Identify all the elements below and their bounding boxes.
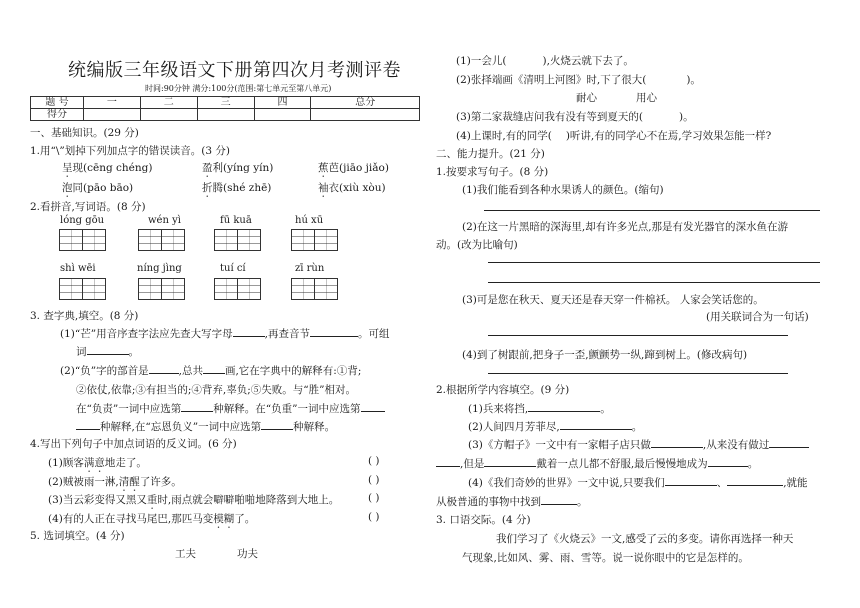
score-cell[interactable] <box>140 109 197 121</box>
score-row-label: 得分 <box>31 109 84 121</box>
writing-grid[interactable] <box>60 229 106 251</box>
q4-item: (1)顾客满意地走了。 <box>48 457 147 469</box>
q3-2-line: 在“负责”一词中应选第 种解释。在“负重”一词中应选第 <box>76 401 385 416</box>
p2-3: (3)《方帽子》一文中有一家帽子店只做 ,从来没有做过 <box>468 437 809 452</box>
score-header: 四 <box>254 97 311 109</box>
q5-prompt: 5. 选词填空。(4 分) <box>30 530 125 542</box>
blank[interactable] <box>87 344 129 355</box>
pinyin-label: wén yì <box>148 215 181 226</box>
section-1-heading: 一、基础知识。(29 分) <box>30 127 139 139</box>
p2-1: (1)兵来将挡, 。 <box>468 403 611 415</box>
score-cell[interactable] <box>254 109 311 121</box>
score-header: 一 <box>84 97 141 109</box>
blank[interactable] <box>665 475 717 486</box>
blank[interactable] <box>203 363 225 374</box>
score-header: 三 <box>197 97 254 109</box>
p1-prompt: 1.按要求写句子。(8 分) <box>436 166 549 178</box>
answer-line[interactable] <box>488 262 820 263</box>
p1-3-note: (用关联词合为一句话) <box>706 311 809 323</box>
blank[interactable] <box>149 363 179 374</box>
pinyin-label: zī rùn <box>295 263 325 274</box>
writing-grid[interactable] <box>215 278 261 300</box>
answer-paren[interactable]: ( ) <box>368 511 380 523</box>
q3-1-line: (1)“芒”用音序查字法应先查大写字母 ,再查音节 。可组 <box>60 328 390 340</box>
q3-2-line: (2)“负”字的部首是 ,总共 画,它在字典中的解释有:①背; <box>60 365 362 377</box>
fill-sentence: (4)上课时,有的同学( )听讲,有的同学心不在焉,学习效果怎能一样? <box>456 130 772 142</box>
p1-4: (4)到了树跟前,把身子一歪,颤颤势一纵,蹿到树上。(修改病句) <box>462 349 748 361</box>
fill-sentence: (1)一会儿( ),火烧云就下去了。 <box>456 55 634 67</box>
p2-prompt: 2.根据所学内容填空。(9 分) <box>436 384 570 396</box>
q2-prompt: 2.看拼音,写词语。(8 分) <box>30 201 146 213</box>
p2-4: (4)《我们奇妙的世界》一文中说,只要我们 、 ,就能 <box>468 477 808 489</box>
q3-prompt: 3. 查字典,填空。(8 分) <box>30 310 139 322</box>
p1-3: (3)可是您在秋天、夏天还是春天穿一件棉袄。 人家会笑话您的。 <box>462 294 764 306</box>
answer-line[interactable] <box>484 210 820 211</box>
page-title: 统编版三年级语文下册第四次月考测评卷 <box>68 60 401 81</box>
blank[interactable] <box>181 401 213 412</box>
writing-grid[interactable] <box>139 229 185 251</box>
q1-item: 呈现(cēng chéng) <box>62 162 153 174</box>
blank[interactable] <box>528 401 600 412</box>
pinyin-label: fū kuā <box>220 215 252 226</box>
score-cell[interactable] <box>197 109 254 121</box>
score-cell[interactable] <box>311 109 420 121</box>
p2-4: 从极普通的事物中找到 。 <box>436 496 588 508</box>
pinyin-label: tuí cí <box>220 263 246 274</box>
q1-item: 袖衣(xiù xòu) <box>318 182 386 194</box>
blank[interactable] <box>76 419 100 430</box>
score-header: 二 <box>140 97 197 109</box>
score-header: 总分 <box>311 97 420 109</box>
score-table-row <box>31 109 420 121</box>
p1-2: 动。(改为比喻句) <box>436 239 518 251</box>
answer-line[interactable] <box>488 282 820 283</box>
q3-1-line: 词 。 <box>76 346 139 358</box>
p3-text: 我们学习了《火烧云》一文,感受了云的多变。请你再选择一种天 <box>496 533 794 545</box>
q1-prompt: 1.用“\”划掉下列加点字的错误读音。(3 分) <box>30 145 231 157</box>
p3-prompt: 3. 口语交际。(4 分) <box>436 514 531 526</box>
p2-2: (2)人间四月芳菲尽, 。 <box>468 421 643 433</box>
answer-line[interactable] <box>488 335 788 336</box>
answer-paren[interactable]: ( ) <box>368 492 380 504</box>
blank[interactable] <box>233 326 265 337</box>
answer-paren[interactable]: ( ) <box>368 474 380 486</box>
writing-grid[interactable] <box>292 278 338 300</box>
blank[interactable] <box>484 456 536 467</box>
answer-paren[interactable]: ( ) <box>368 455 380 467</box>
p1-2: (2)在这一片黑暗的深海里,却有许多光点,那是有发光器官的深水鱼在游 <box>462 221 789 233</box>
blank[interactable] <box>708 456 748 467</box>
score-cell[interactable] <box>84 109 141 121</box>
word-option: 用心 <box>636 92 657 104</box>
q4-item: (2)贼被雨一淋,清醒了许多。 <box>48 476 182 488</box>
answer-line[interactable] <box>488 373 788 374</box>
q4-item: (4)有的人正在寻找马尾巴,那匹马变模糊了。 <box>48 513 256 525</box>
blank[interactable] <box>560 419 632 430</box>
blank[interactable] <box>361 401 385 412</box>
q4-prompt: 4.写出下列句子中加点词语的反义词。(6 分) <box>30 438 237 450</box>
blank[interactable] <box>310 326 358 337</box>
score-table <box>30 96 420 121</box>
p3-text: 气现象,比如风、雾、雨、雪等。说一说你眼中的它是怎样的。 <box>462 552 749 564</box>
page-subtitle: 时间:90分钟 满分:100分(范围:第七单元至第八单元) <box>145 84 332 93</box>
p2-3: ,但是 戴着一点儿都不舒服,最后慢慢地成为 。 <box>436 456 758 471</box>
p1-1: (1)我们能看到各种水果诱人的颜色。(缩句) <box>462 184 664 196</box>
pinyin-label: hú xū <box>295 215 324 226</box>
blank[interactable] <box>436 456 460 467</box>
score-header: 题 号 <box>31 97 84 109</box>
fill-sentence: (2)张择端画《清明上河图》时,下了很大( )。 <box>456 74 701 86</box>
q1-item: 泡同(pāo bāo) <box>62 182 134 194</box>
word-option: 功夫 <box>237 548 258 560</box>
pinyin-label: shì wēi <box>60 263 96 274</box>
blank[interactable] <box>769 437 809 448</box>
writing-grid[interactable] <box>60 278 106 300</box>
q3-2-line: ②依仗,依靠;③有担当的;④背弃,辜负;⑤失败。与“胜”相对。 <box>76 384 357 396</box>
blank[interactable] <box>261 419 293 430</box>
writing-grid[interactable] <box>292 229 338 251</box>
blank[interactable] <box>727 475 783 486</box>
blank[interactable] <box>651 437 703 448</box>
pinyin-label: lóng gōu <box>60 215 105 226</box>
score-table-header-row <box>31 97 420 109</box>
writing-grid[interactable] <box>139 278 185 300</box>
q1-item: 折腾(shé zhē) <box>202 182 272 194</box>
pinyin-label: níng jìng <box>137 263 182 274</box>
fill-sentence: (3)第二家裁缝店问我有没有等到夏天的( )。 <box>456 111 694 123</box>
word-option: 耐心 <box>576 92 597 104</box>
q1-item: 盈利(yíng yín) <box>202 162 274 174</box>
q1-item: 蕉芭(jiāo jiǎo) <box>318 162 389 174</box>
q4-item: (3)当云彩变得又黑又重时,雨点就会噼噼啪啪地降落到大地上。 <box>48 494 340 506</box>
writing-grid[interactable] <box>215 229 261 251</box>
section-2-heading: 二、能力提升。(21 分) <box>436 148 545 160</box>
word-option: 工夫 <box>175 548 196 560</box>
q3-2-line: 种解释,在“忘恩负义”一词中应选第 种解释。 <box>76 419 335 434</box>
blank[interactable] <box>541 494 577 505</box>
